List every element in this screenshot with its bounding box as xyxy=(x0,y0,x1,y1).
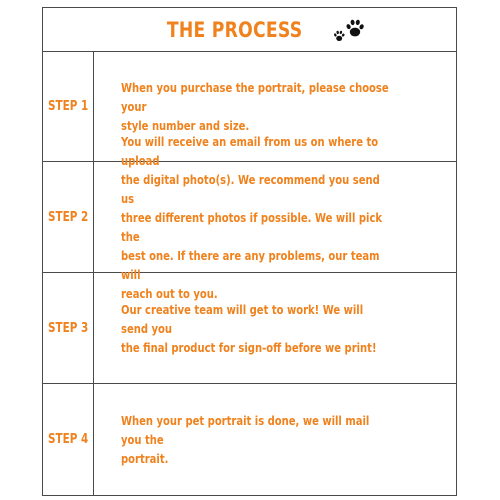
step-description: When you purchase the portrait, please choose your style number and size. xyxy=(121,80,389,133)
page-title: THE PROCESS xyxy=(166,17,303,42)
step-description-cell xyxy=(94,133,467,301)
step-label-cell xyxy=(43,273,94,383)
step-label: STEP 2 xyxy=(48,209,89,225)
step-description: When your pet portrait is done, we will mail you the portrait. xyxy=(121,413,370,466)
step-label: STEP 4 xyxy=(48,432,89,447)
table-header xyxy=(43,8,456,52)
step-label-cell xyxy=(43,384,94,495)
process-table xyxy=(42,7,457,496)
step-description-cell xyxy=(94,384,467,495)
step-description: You will receive an email from us on where to upload the digital photo(s). We recommend you send us three different photos if possible. We will pick the best one. If there are any problems, our team will reach out to you. xyxy=(121,133,383,301)
paw-prints-icon xyxy=(331,16,365,44)
step-row-4 xyxy=(43,384,456,495)
step-row-2 xyxy=(43,133,456,301)
step-label: STEP 1 xyxy=(48,99,89,114)
step-label-cell xyxy=(43,162,94,272)
step-label-cell xyxy=(43,52,94,161)
step-description: Our creative team will get to work! We will send you the final product for sign-off before we print! xyxy=(121,301,377,355)
step-label: STEP 3 xyxy=(48,320,89,336)
